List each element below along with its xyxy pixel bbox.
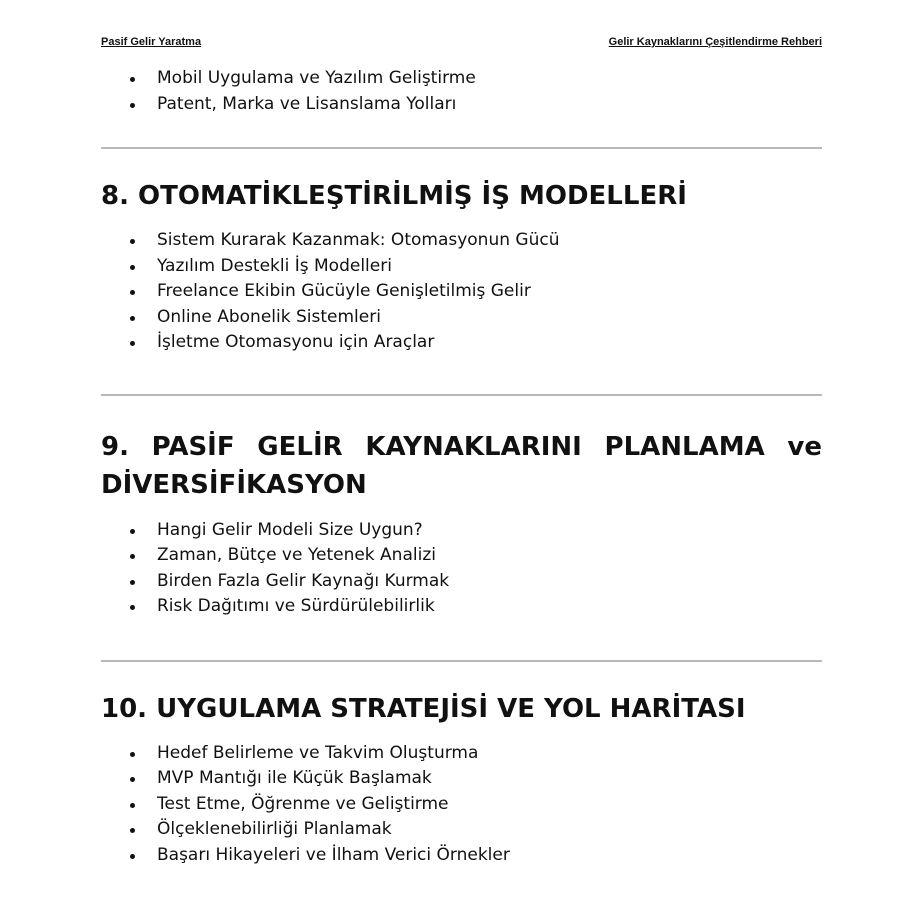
list-item: Patent, Marka ve Lisanslama Yolları bbox=[157, 92, 822, 118]
list-item: MVP Mantığı ile Küçük Başlamak bbox=[157, 766, 822, 792]
section-8-list bbox=[101, 228, 822, 356]
section-9-list bbox=[101, 518, 822, 620]
list-item: Hedef Belirleme ve Takvim Oluşturma bbox=[157, 741, 822, 767]
list-item: Mobil Uygulama ve Yazılım Geliştirme bbox=[157, 66, 822, 92]
list-item: Online Abonelik Sistemleri bbox=[157, 305, 822, 331]
list-item: Yazılım Destekli İş Modelleri bbox=[157, 254, 822, 280]
list-item: Freelance Ekibin Gücüyle Genişletilmiş Gelir bbox=[157, 279, 822, 305]
list-item: Zaman, Bütçe ve Yetenek Analizi bbox=[157, 543, 822, 569]
section-divider bbox=[101, 394, 822, 396]
section-8-heading: 8. OTOMATİKLEŞTİRİLMİŞ İŞ MODELLERİ bbox=[101, 181, 687, 211]
list-item: Başarı Hikayeleri ve İlham Verici Örnekler bbox=[157, 843, 822, 869]
list-item: Risk Dağıtımı ve Sürdürülebilirlik bbox=[157, 594, 822, 620]
page-header bbox=[101, 36, 822, 48]
section-10-heading: 10. UYGULAMA STRATEJİSİ VE YOL HARİTASI bbox=[101, 693, 746, 724]
header-right-title: Gelir Kaynaklarını Çeşitlendirme Rehberi bbox=[608, 36, 822, 48]
list-item: Test Etme, Öğrenme ve Geliştirme bbox=[157, 792, 822, 818]
section-10-list bbox=[101, 741, 822, 869]
list-item: Hangi Gelir Modeli Size Uygun? bbox=[157, 518, 822, 544]
section-7-list bbox=[101, 66, 822, 117]
header-left-title: Pasif Gelir Yaratma bbox=[101, 36, 202, 48]
list-item: Birden Fazla Gelir Kaynağı Kurmak bbox=[157, 569, 822, 595]
list-item: Sistem Kurarak Kazanmak: Otomasyonun Gücü bbox=[157, 228, 822, 254]
section-divider bbox=[101, 147, 822, 149]
section-9-heading: 9. PASİF GELİR KAYNAKLARINI PLANLAMA ve DİVERSİFİKASYON bbox=[101, 431, 822, 500]
document-body bbox=[101, 62, 822, 868]
list-item: Ölçeklenebilirliği Planlamak bbox=[157, 817, 822, 843]
section-divider bbox=[101, 660, 822, 662]
list-item: İşletme Otomasyonu için Araçlar bbox=[157, 330, 822, 356]
